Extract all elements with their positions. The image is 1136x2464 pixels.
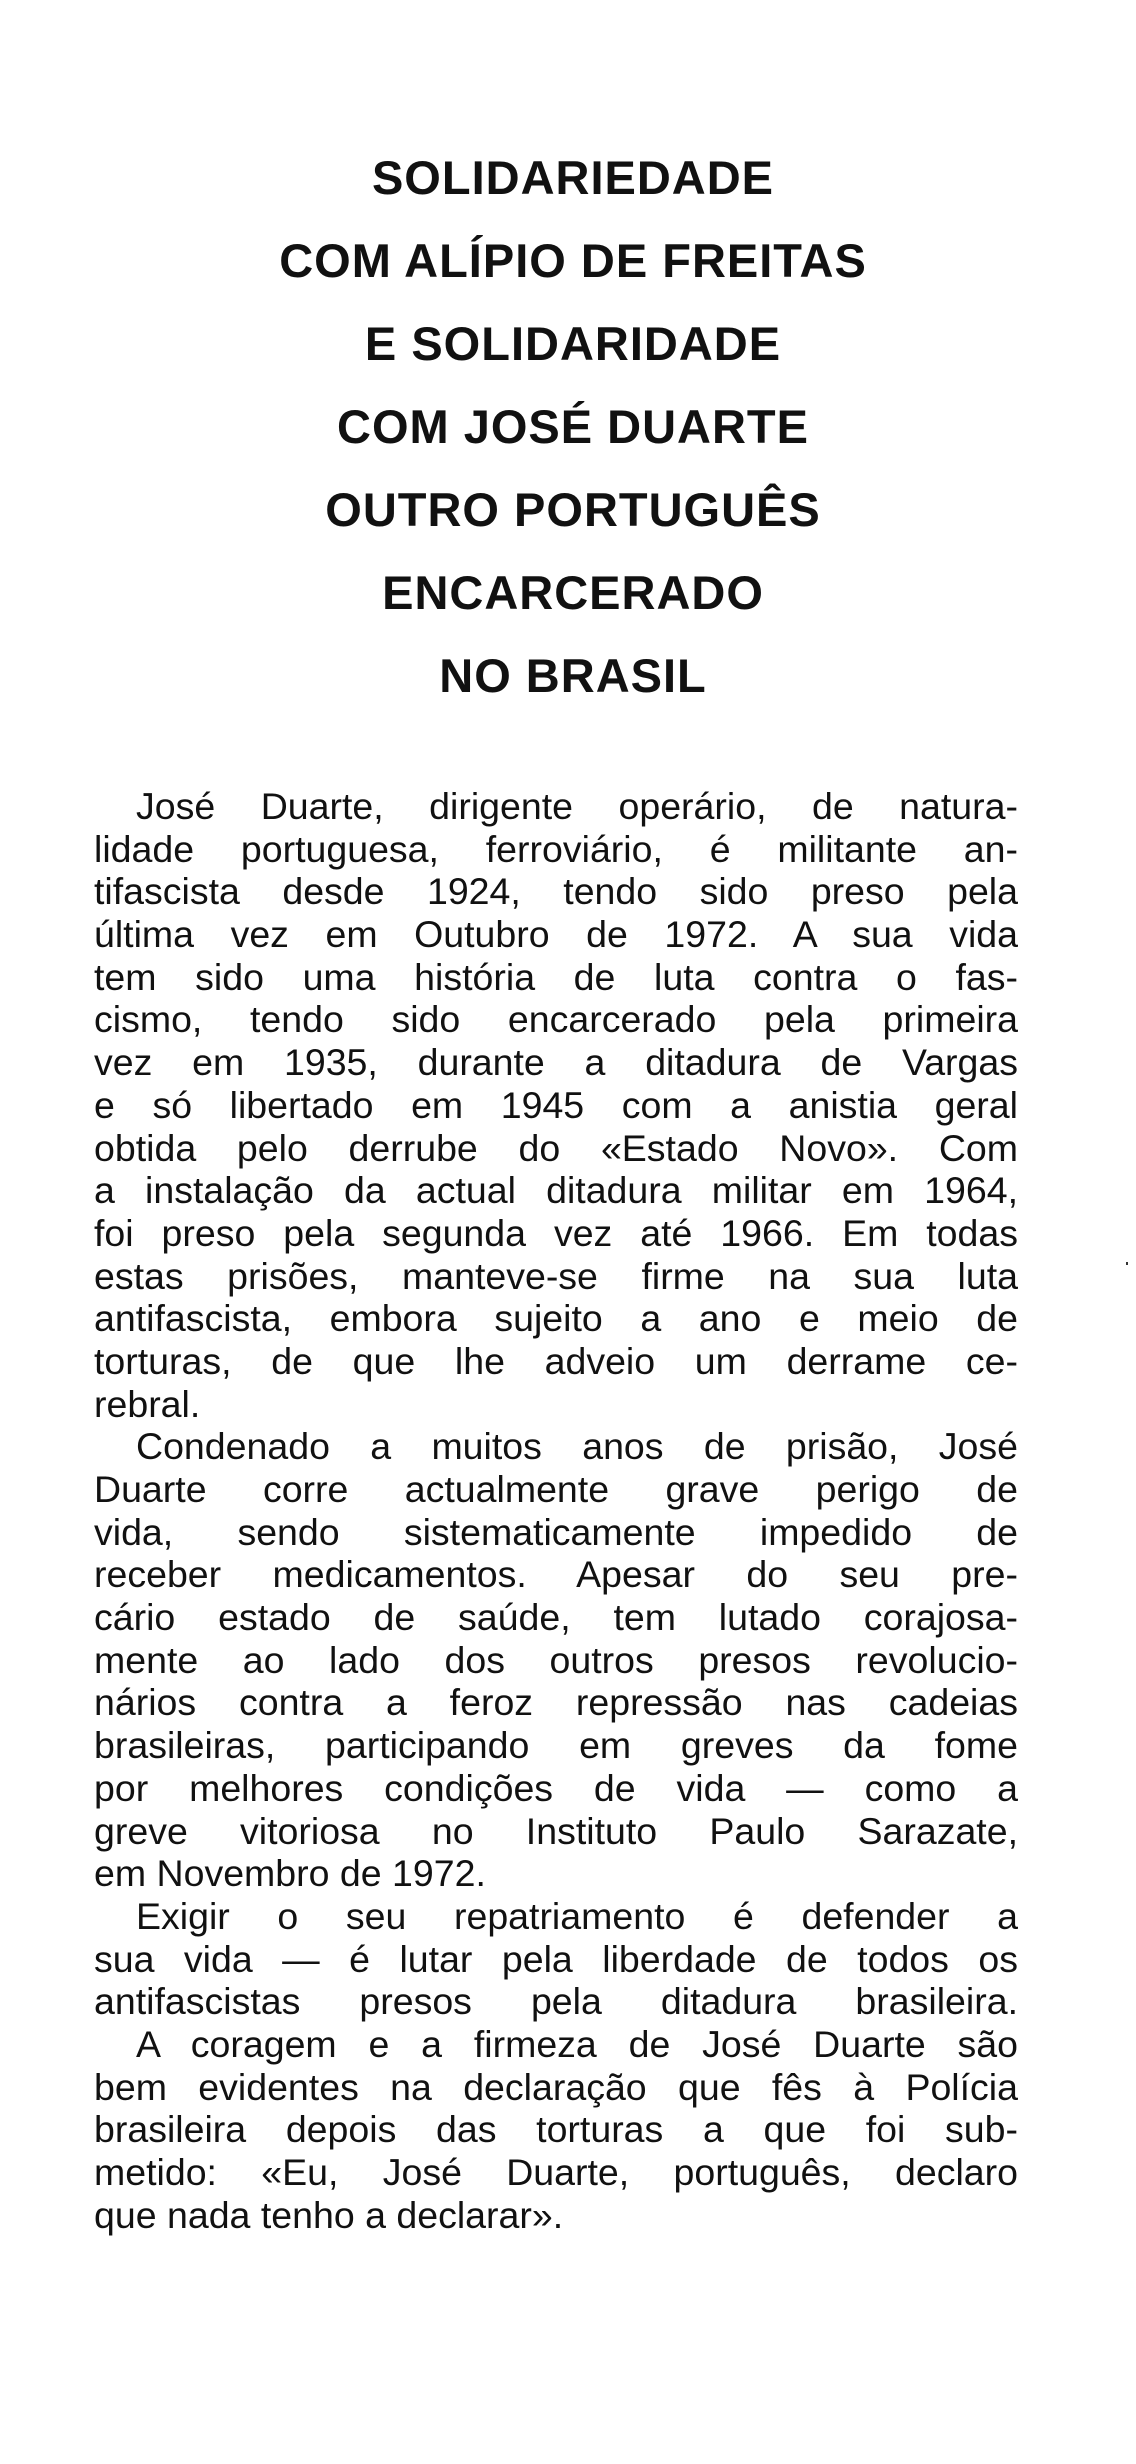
text-line: a instalação da actual ditadura militar em 1964, <box>94 1169 1018 1212</box>
text-line: em Novembro de 1972. <box>94 1852 486 1895</box>
text-line: última vez em Outubro de 1972. A sua vida <box>94 913 1018 956</box>
text-line: estas prisões, manteve-se firme na sua luta <box>94 1254 1018 1297</box>
text-line: antifascistas presos pela ditadura brasileira. <box>94 1980 1018 2023</box>
text-line: Exigir o seu repatriamento é defender a <box>136 1894 1018 1937</box>
text-line: A coragem e a firmeza de José Duarte são <box>136 2022 1018 2065</box>
title-line: COM JOSÉ DUARTE <box>337 400 809 453</box>
text-line: cismo, tendo sido encarcerado pela primeira <box>94 998 1018 1041</box>
title-line: SOLIDARIEDADE <box>371 151 775 204</box>
text-line: José Duarte, dirigente operário, de natura- <box>136 785 1018 827</box>
text-line: bem evidentes na declaração que fês à Polícia <box>94 2065 1018 2108</box>
paragraph-1 <box>94 785 1018 1425</box>
text-line: rebral. <box>94 1382 201 1425</box>
text-line: e só libertado em 1945 com a anistia geral <box>94 1083 1018 1126</box>
text-line: obtida pelo derrube do «Estado Novo». Com <box>94 1126 1018 1169</box>
title-line: E SOLIDARIDADE <box>364 317 782 370</box>
text-line: brasileira depois das torturas a que foi sub- <box>94 2108 1018 2151</box>
paragraph-3 <box>94 1895 1018 2023</box>
text-line: Condenado a muitos anos de prisão, José <box>136 1425 1018 1468</box>
text-line: por melhores condições de vida — como a <box>94 1766 1018 1809</box>
article-title <box>0 136 1136 717</box>
text-line: vez em 1935, durante a ditadura de Vargas <box>94 1041 1018 1084</box>
text-line: nários contra a feroz repressão nas cadeias <box>94 1681 1018 1724</box>
title-line: ENCARCERADO <box>382 566 764 619</box>
title-line: COM ALÍPIO DE FREITAS <box>279 234 867 287</box>
text-line: torturas, de que lhe adveio um derrame ce- <box>94 1339 1018 1382</box>
paragraph-2 <box>94 1425 1018 1895</box>
text-line: greve vitoriosa no Instituto Paulo Sarazate, <box>94 1809 1018 1852</box>
title-line: NO BRASIL <box>439 649 707 702</box>
text-line: tifascista desde 1924, tendo sido preso pela <box>94 870 1018 913</box>
text-line: lidade portuguesa, ferroviário, é militante an- <box>94 827 1018 870</box>
text-line: tem sido uma história de luta contra o fas- <box>94 955 1018 998</box>
text-line: cário estado de saúde, tem lutado corajosa- <box>94 1596 1018 1639</box>
text-line: antifascista, embora sujeito a ano e meio de <box>94 1297 1018 1340</box>
text-line: Duarte corre actualmente grave perigo de <box>94 1468 1018 1510</box>
text-line: vida, sendo sistematicamente impedido de <box>94 1510 1018 1553</box>
text-line: brasileiras, participando em greves da fome <box>94 1724 1018 1767</box>
paragraph-4 <box>94 2023 1018 2236</box>
article-body <box>94 785 1018 2236</box>
text-line: foi preso pela segunda vez até 1966. Em todas <box>94 1211 1018 1254</box>
text-line: que nada tenho a declarar». <box>94 2193 564 2236</box>
text-line: receber medicamentos. Apesar do seu pre- <box>94 1553 1018 1596</box>
text-line: mente ao lado dos outros presos revolucio- <box>94 1638 1018 1681</box>
title-line: OUTRO PORTUGUÊS <box>325 483 821 536</box>
text-line: metido: «Eu, José Duarte, português, declaro <box>94 2151 1018 2193</box>
text-line: sua vida — é lutar pela liberdade de todos os <box>94 1937 1018 1980</box>
scan-speck <box>1126 1262 1128 1265</box>
